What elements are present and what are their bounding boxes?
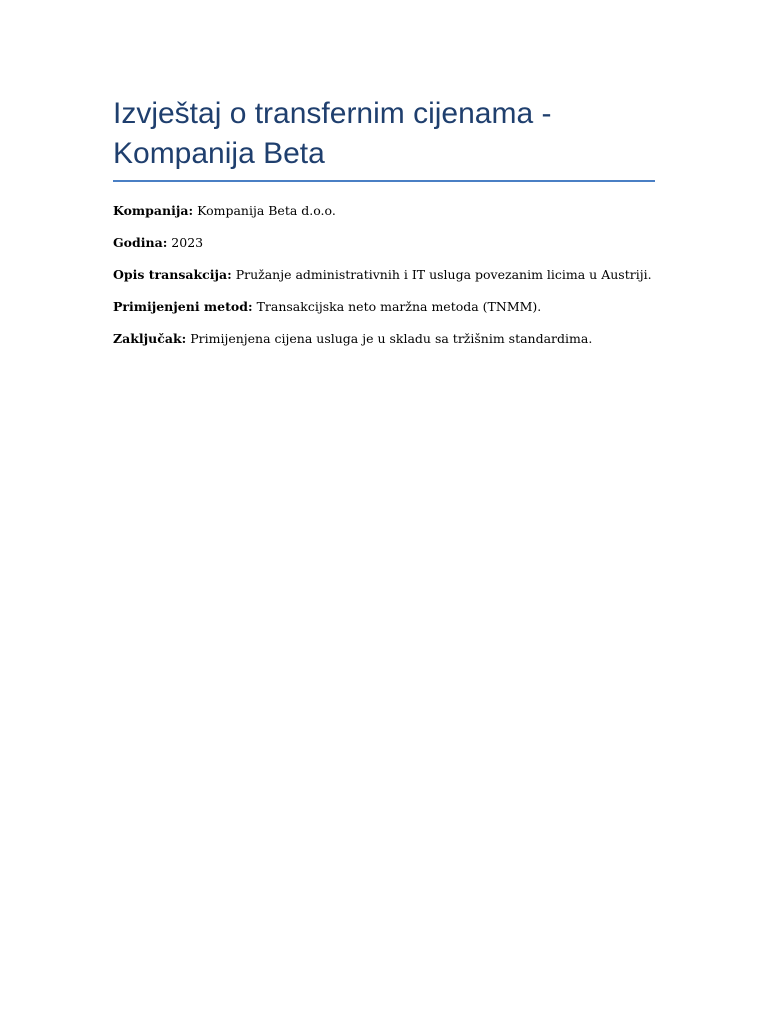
field-label: Godina: xyxy=(113,235,168,250)
document-body xyxy=(113,94,655,347)
field-value: Primijenjena cijena usluga je u skladu sa tržišnim standardima. xyxy=(190,331,593,346)
field-primijenjeni-metod xyxy=(113,299,655,315)
field-value: Kompanija Beta d.o.o. xyxy=(197,203,336,218)
field-label: Primijenjeni metod: xyxy=(113,299,253,314)
field-zakljucak xyxy=(113,331,655,347)
field-value: Transakcijska neto maržna metoda (TNMM). xyxy=(256,299,542,314)
field-value: Pružanje administrativnih i IT usluga povezanim licima u Austriji. xyxy=(235,267,652,282)
field-value: 2023 xyxy=(171,235,204,250)
document-title: Izvještaj o transfernim cijenama - Kompanija Beta xyxy=(113,94,655,182)
field-label: Kompanija: xyxy=(113,203,194,218)
field-godina xyxy=(113,235,655,251)
field-label: Zaključak: xyxy=(113,331,187,346)
field-label: Opis transakcija: xyxy=(113,267,232,282)
field-opis-transakcija xyxy=(113,267,655,283)
field-kompanija xyxy=(113,203,655,219)
